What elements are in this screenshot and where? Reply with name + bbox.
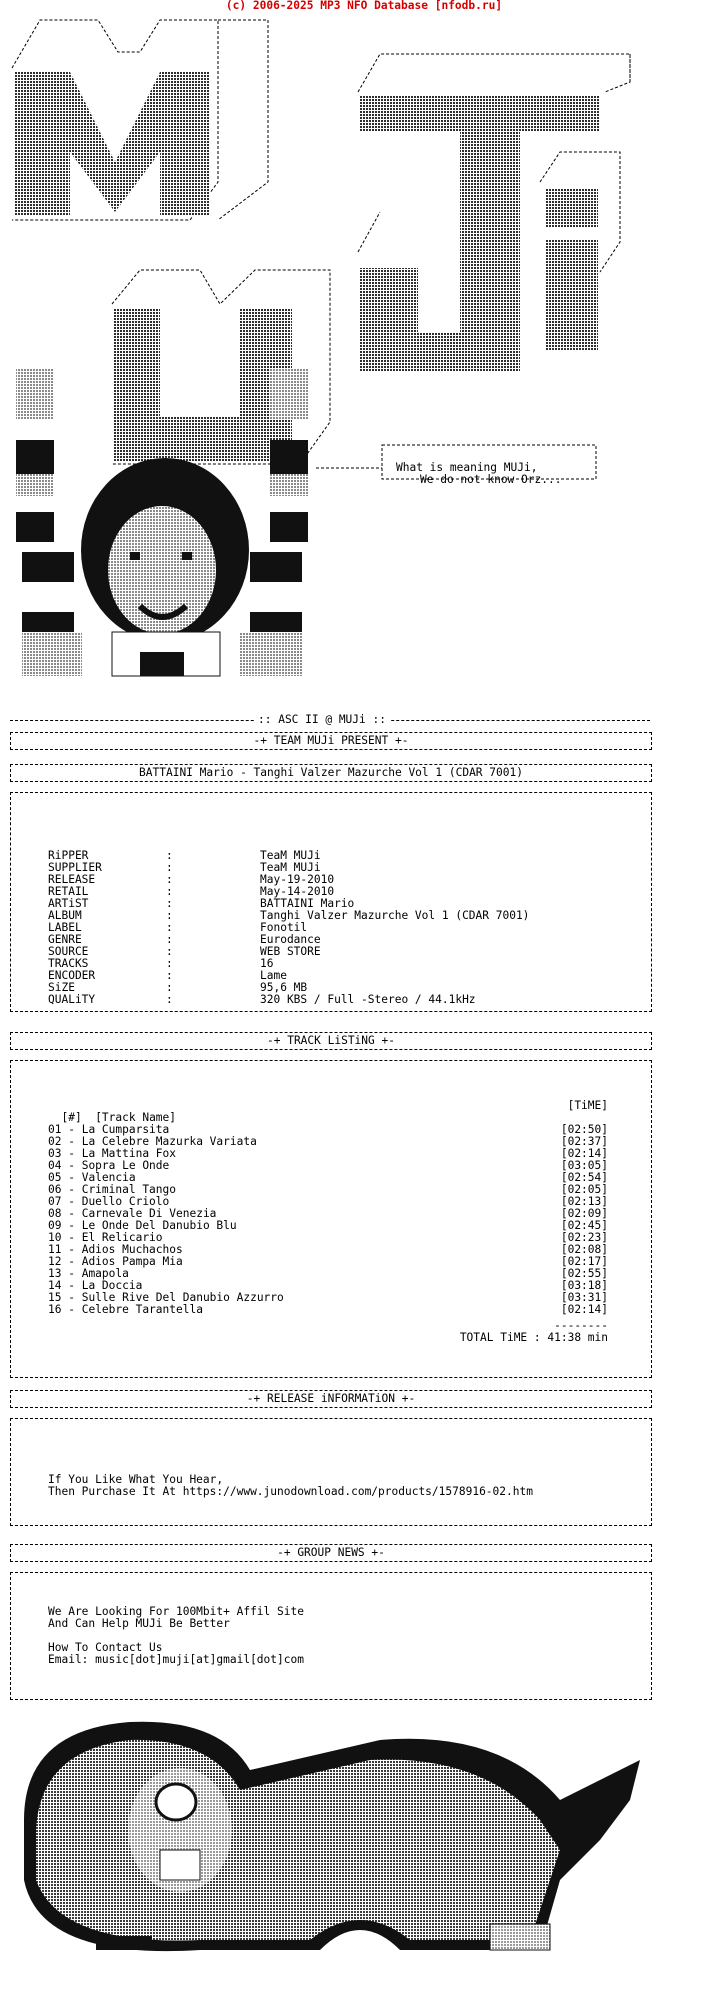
track-dash: - [61, 1291, 82, 1304]
track-time: [02:54] [560, 1171, 608, 1184]
info-separator: : [166, 873, 173, 886]
track-number: 07 [48, 1195, 62, 1208]
info-value: Fonotil [260, 921, 308, 934]
info-value: Tanghi Valzer Mazurche Vol 1 (CDAR 7001) [260, 909, 530, 922]
track-time: [03:31] [560, 1291, 608, 1304]
bubble-line-1: What is meaning MUJi, [396, 461, 538, 474]
track-number: 03 [48, 1147, 62, 1160]
speech-bubble [396, 450, 596, 486]
info-value: TeaM MUJi [260, 861, 321, 874]
track-header-num: [#] [61, 1111, 82, 1124]
track-number: 10 [48, 1231, 62, 1244]
track-time: [02:09] [560, 1207, 608, 1220]
total-time: TOTAL TiME : 41:38 min [459, 1331, 608, 1344]
track-time: [02:13] [560, 1195, 608, 1208]
track-name: Adios Muchachos [81, 1243, 183, 1256]
track-name: Criminal Tango [81, 1183, 176, 1196]
track-dash: - [61, 1135, 82, 1148]
group-news-line-4: How To Contact Us [48, 1641, 163, 1654]
info-label: SUPPLIER [48, 861, 102, 874]
release-info-banner: -+ RELEASE iNFORMATiON +- [10, 1390, 652, 1408]
release-info-line-1: If You Like What You Hear, [48, 1473, 224, 1486]
track-number: 01 [48, 1123, 62, 1136]
track-time: [02:08] [560, 1243, 608, 1256]
info-label: TRACKS [48, 957, 89, 970]
info-separator: : [166, 993, 173, 1006]
track-time: [03:05] [560, 1159, 608, 1172]
track-time: [02:23] [560, 1231, 608, 1244]
info-separator: : [166, 885, 173, 898]
track-number: 14 [48, 1279, 62, 1292]
info-separator: : [166, 981, 173, 994]
track-dash: - [61, 1159, 82, 1172]
info-label: ALBUM [48, 909, 82, 922]
info-value: 16 [260, 957, 274, 970]
info-separator: : [166, 897, 173, 910]
track-time: [02:37] [560, 1135, 608, 1148]
info-value: May-14-2010 [260, 885, 335, 898]
info-value: 95,6 MB [260, 981, 308, 994]
creature-art [0, 1710, 728, 1992]
group-news-line-1: We Are Looking For 100Mbit+ Affil Site [48, 1605, 304, 1618]
info-label: RiPPER [48, 849, 89, 862]
track-name: Carnevale Di Venezia [81, 1207, 217, 1220]
info-separator: : [166, 945, 173, 958]
track-header-name: [Track Name] [95, 1111, 177, 1124]
track-name: Amapola [81, 1267, 129, 1280]
track-dash: - [61, 1207, 82, 1220]
info-value: Lame [260, 969, 287, 982]
asc-credit: :: ASC II @ MUJi :: [254, 714, 390, 726]
info-label: GENRE [48, 933, 82, 946]
track-name: La Mattina Fox [81, 1147, 176, 1160]
group-news-line-5: Email: music[dot]muji[at]gmail[dot]com [48, 1653, 304, 1666]
track-listing-banner: -+ TRACK LiSTiNG +- [10, 1032, 652, 1050]
track-time: [02:14] [560, 1147, 608, 1160]
release-title-banner: BATTAINI Mario - Tanghi Valzer Mazurche Vol 1 (CDAR 7001) [10, 764, 652, 782]
track-name: Le Onde Del Danubio Blu [81, 1219, 237, 1232]
track-time: [02:50] [560, 1123, 608, 1136]
info-separator: : [166, 957, 173, 970]
info-label: SiZE [48, 981, 75, 994]
info-separator: : [166, 969, 173, 982]
info-value: Eurodance [260, 933, 321, 946]
track-number: 08 [48, 1207, 62, 1220]
info-row [48, 994, 476, 1006]
info-value: TeaM MUJi [260, 849, 321, 862]
track-time: [03:18] [560, 1279, 608, 1292]
info-separator: : [166, 933, 173, 946]
track-number: 15 [48, 1291, 62, 1304]
track-name: Duello Criolo [81, 1195, 170, 1208]
total-rule: -------- [554, 1319, 608, 1332]
team-present-banner: -+ TEAM MUJi PRESENT +- [10, 732, 652, 750]
track-number: 06 [48, 1183, 62, 1196]
info-row [48, 946, 321, 958]
site-header: (c) 2006-2025 MP3 NFO Database [nfodb.ru] [225, 0, 503, 12]
muji-logo-art [0, 12, 728, 712]
track-time: [02:05] [560, 1183, 608, 1196]
info-label: RETAIL [48, 885, 89, 898]
track-name: Celebre Tarantella [81, 1303, 203, 1316]
bubble-line-2: We do not know Orz... [420, 473, 562, 486]
asc-credit-rule [10, 714, 650, 726]
group-news-line-2: And Can Help MUJi Be Better [48, 1617, 230, 1630]
info-label: SOURCE [48, 945, 89, 958]
track-name: El Relicario [81, 1231, 163, 1244]
track-dash: - [61, 1231, 82, 1244]
info-value: BATTAINI Mario [260, 897, 355, 910]
track-row [48, 1256, 608, 1268]
track-name: Adios Pampa Mia [81, 1255, 183, 1268]
track-number: 13 [48, 1267, 62, 1280]
track-time: [02:17] [560, 1255, 608, 1268]
info-separator: : [166, 849, 173, 862]
track-dash: - [61, 1303, 82, 1316]
info-value: May-19-2010 [260, 873, 335, 886]
track-number: 12 [48, 1255, 62, 1268]
release-info-box [10, 1418, 652, 1526]
info-label: LABEL [48, 921, 82, 934]
info-separator: : [166, 861, 173, 874]
track-number: 11 [48, 1243, 62, 1256]
track-dash: - [61, 1255, 82, 1268]
track-dash: - [61, 1279, 82, 1292]
track-dash: - [61, 1219, 82, 1232]
total-time-row [48, 1332, 608, 1344]
info-separator: : [166, 909, 173, 922]
track-row [48, 1304, 608, 1316]
info-label: ARTiST [48, 897, 89, 910]
track-dash: - [61, 1147, 82, 1160]
group-news-banner: -+ GROUP NEWS +- [10, 1544, 652, 1562]
track-dash: - [61, 1195, 82, 1208]
track-dash: - [61, 1171, 82, 1184]
info-value: 320 KBS / Full -Stereo / 44.1kHz [260, 993, 476, 1006]
info-value: WEB STORE [260, 945, 321, 958]
track-name: La Celebre Mazurka Variata [81, 1135, 257, 1148]
track-number: 16 [48, 1303, 62, 1316]
track-name: La Doccia [81, 1279, 143, 1292]
group-news-box [10, 1572, 652, 1700]
track-number: 05 [48, 1171, 62, 1184]
track-dash: - [61, 1183, 82, 1196]
track-time: [02:14] [560, 1303, 608, 1316]
track-number: 09 [48, 1219, 62, 1232]
track-name: Sopra Le Onde [81, 1159, 170, 1172]
info-label: QUALiTY [48, 993, 96, 1006]
track-time: [02:45] [560, 1219, 608, 1232]
track-header-row [48, 1099, 608, 1124]
track-name: Sulle Rive Del Danubio Azzurro [81, 1291, 284, 1304]
track-time: [02:55] [560, 1267, 608, 1280]
track-dash: - [61, 1243, 82, 1256]
info-label: RELEASE [48, 873, 96, 886]
track-number: 04 [48, 1159, 62, 1172]
info-label: ENCODER [48, 969, 96, 982]
track-number: 02 [48, 1135, 62, 1148]
track-dash: - [61, 1123, 82, 1136]
info-separator: : [166, 921, 173, 934]
track-name: Valencia [81, 1171, 136, 1184]
track-header-time: [TiME] [567, 1099, 608, 1112]
track-dash: - [61, 1267, 82, 1280]
release-info-line-2: Then Purchase It At https://www.junodownload.com/products/1578916-02.htm [48, 1485, 533, 1498]
track-name: La Cumparsita [81, 1123, 170, 1136]
